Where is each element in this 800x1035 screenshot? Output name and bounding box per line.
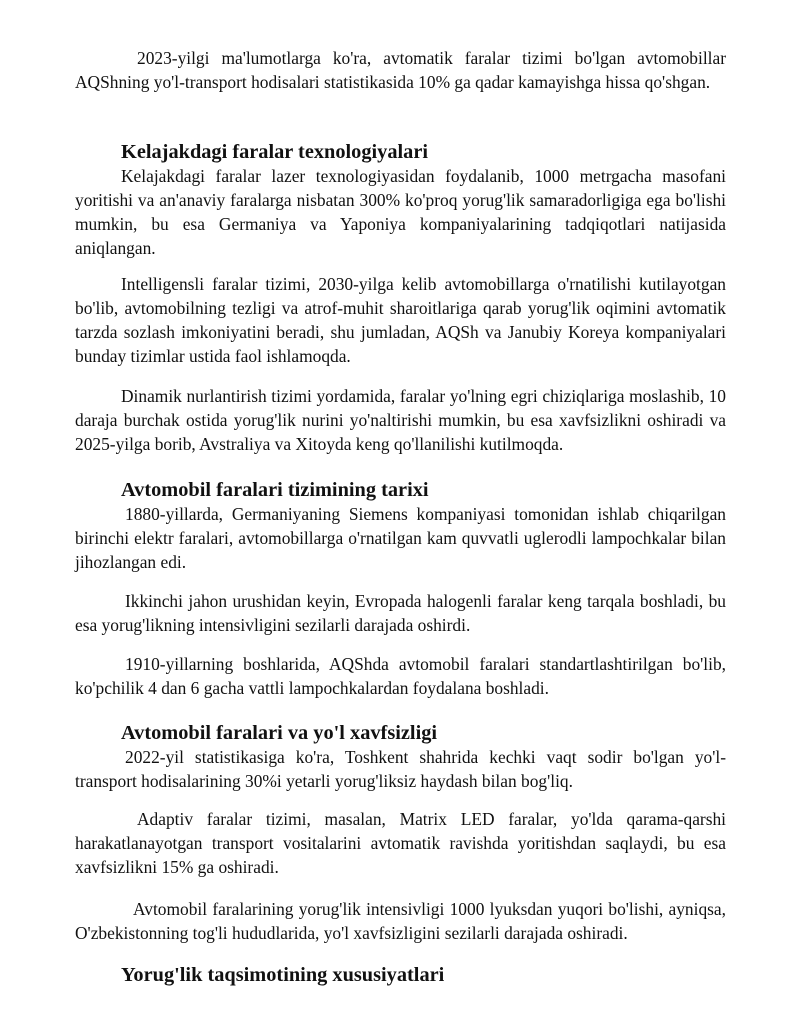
paragraph-tashkent-statistics: 2022-yil statistikasiga ko'ra, Toshkent shahrida kechki vaqt sodir bo'lgan yo'l-transport hodisalarining 30%i yetarli yorug'liksiz haydash bilan bog'liq.: [75, 747, 726, 791]
paragraph-standardization: 1910-yillarning boshlarida, AQShda avtomobil faralari standartlashtirilgan bo'lib, ko'pchilik 4 dan 6 gacha vattli lampochkalardan foydalana boshladi.: [75, 654, 726, 698]
paragraph-adaptive-headlights: Adaptiv faralar tizimi, masalan, Matrix LED faralar, yo'lda qarama-qarshi harakatlanayotgan transport vositalarini avtomatik ravishda yoritishdan saqlaydi, bu esa xavfsizlikni 15% ga oshiradi.: [75, 809, 726, 877]
paragraph-first-headlights: 1880-yillarda, Germaniyaning Siemens kompaniyasi tomonidan ishlab chiqarilgan birinchi elektr faralari, avtomobillarga o'rnatilgan kam quvvatli uglerodli lampochkalar bilan jihozlangan edi.: [75, 504, 726, 572]
paragraph-intelligent-headlights: Intelligensli faralar tizimi, 2030-yilga kelib avtomobillarga o'rnatilishi kutilayotgan bo'lib, avtomobilning tezligi va atrof-muhit sharoitlariga qarab yorug'lik oqimini avtomatik tarzda sozlash imkoniyatini beradi, shu jumladan, AQSh va Janubiy Koreya kompaniyalari bunday tizimlar ustida faol ishlamoqda.: [75, 274, 726, 366]
heading-light-distribution: Yorug'lik taqsimotining xususiyatlari: [121, 964, 445, 986]
heading-future-technologies: Kelajakdagi faralar texnologiyalari: [121, 141, 429, 163]
paragraph-dynamic-lighting: Dinamik nurlantirish tizimi yordamida, faralar yo'lning egri chiziqlariga moslashib, 10 daraja burchak ostida yorug'lik nurini yo'naltirishi mumkin, bu esa xavfsizlikni oshiradi va 2025-yilga borib, Avstraliya va Xitoyda keng qo'llanilishi kutilmoqda.: [75, 386, 726, 454]
heading-history: Avtomobil faralari tizimining tarixi: [121, 479, 429, 501]
paragraph-statistics-2023: 2023-yilgi ma'lumotlarga ko'ra, avtomatik faralar tizimi bo'lgan avtomobillar AQShning yo'l-transport hodisalari statistikasida 10% ga qadar kamayishga hissa qo'shgan.: [75, 48, 726, 92]
paragraph-light-intensity: Avtomobil faralarining yorug'lik intensivligi 1000 lyuksdan yuqori bo'lishi, ayniqsa, O'zbekistonning tog'li hududlarida, yo'l xavfsizligini sezilarli darajada oshiradi.: [75, 899, 726, 943]
heading-road-safety: Avtomobil faralari va yo'l xavfsizligi: [121, 722, 438, 744]
paragraph-laser-headlights: Kelajakdagi faralar lazer texnologiyasidan foydalanib, 1000 metrgacha masofani yoritishi va an'anaviy faralarga nisbatan 300% ko'proq yorug'lik samaradorligiga ega bo'lishi mumkin, bu esa Germaniya va Yaponiya kompaniyalarining tadqiqotlari natijasida aniqlangan.: [75, 166, 726, 258]
paragraph-halogen-headlights: Ikkinchi jahon urushidan keyin, Evropada halogenli faralar keng tarqala boshladi, bu esa yorug'likning intensivligini sezilarli darajada oshirdi.: [75, 591, 726, 635]
